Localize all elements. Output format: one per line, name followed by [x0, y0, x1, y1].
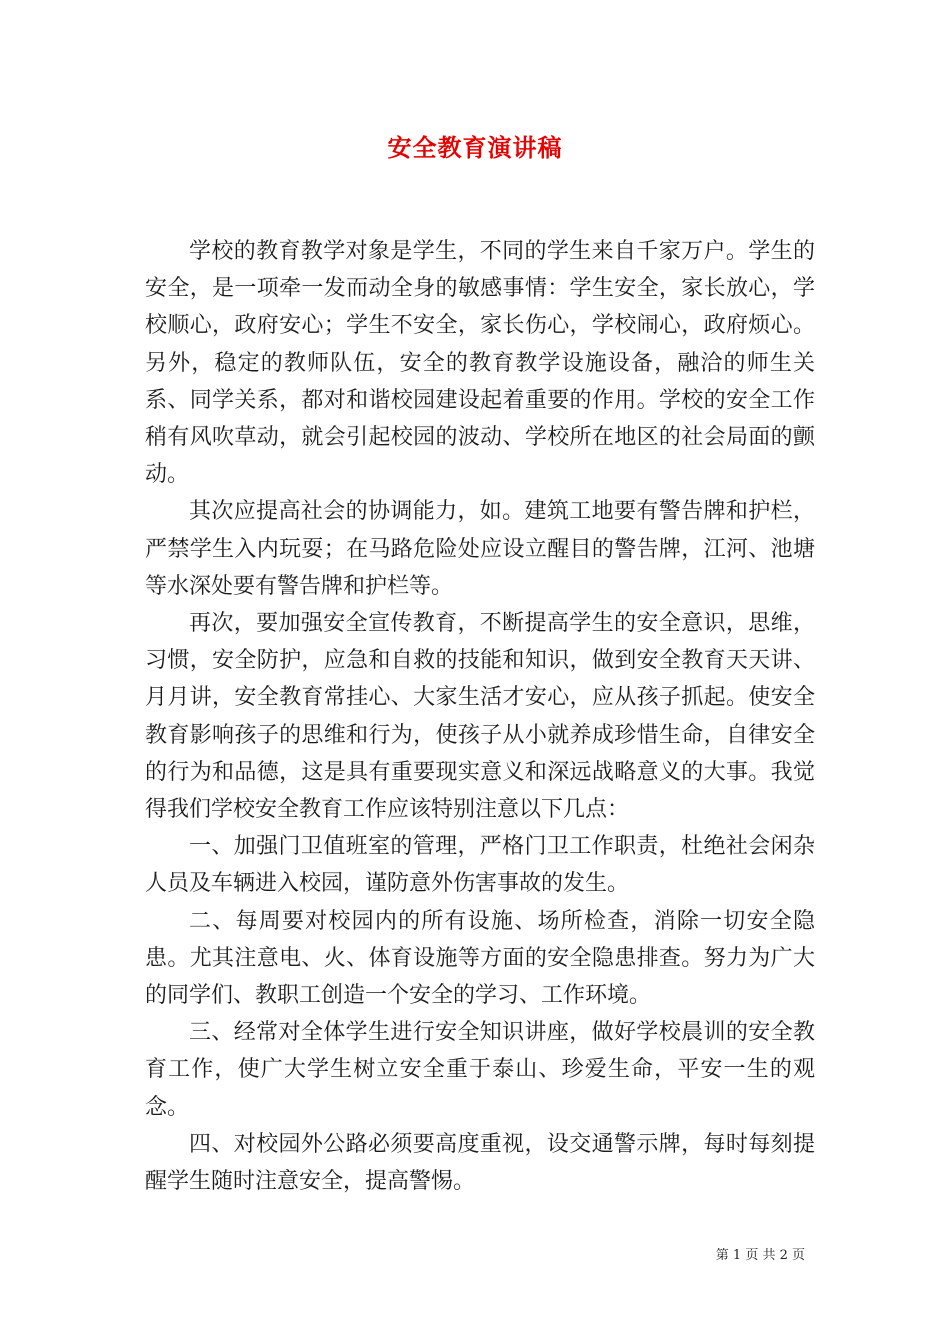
paragraph-point-3: 三、经常对全体学生进行安全知识讲座，做好学校晨训的安全教育工作，使广大学生树立安全重于泰山、珍爱生命，平安一生的观念。 [145, 1020, 815, 1120]
page-number: 第 1 页 共 2 页 [715, 1248, 805, 1263]
paragraph-point-4: 四、对校园外公路必须要高度重视，设交通警示牌，每时每刻提醒学生随时注意安全，提高警惕。 [145, 1131, 815, 1195]
document-body [145, 233, 815, 1200]
document-title: 安全教育演讲稿 [387, 133, 563, 162]
paragraph-point-1: 一、加强门卫值班室的管理，严格门卫工作职责，杜绝社会闲杂人员及车辆进入校园，谨防意外伤害事故的发生。 [145, 834, 815, 897]
paragraph-intro: 学校的教育教学对象是学生，不同的学生来自千家万户。学生的安全，是一项牵一发而动全身的敏感事情：学生安全，家长放心，学校顺心，政府安心；学生不安全，家长伤心，学校闹心，政府烦心。另外，稳定的教师队伍，安全的教育教学设施设备，融洽的师生关系、同学关系，都对和谐校园建设起着重要的作用。学校的安全工作稍有风吹草动，就会引起校园的波动、学校所在地区的社会局面的颤动。 [145, 239, 815, 488]
paragraph-education: 再次，要加强安全宣传教育，不断提高学生的安全意识，思维，习惯，安全防护，应急和自救的技能和知识，做到安全教育天天讲、月月讲，安全教育常挂心、大家生活才安心，应从孩子抓起。使安全教育影响孩子的思维和行为，使孩子从小就养成珍惜生命，自律安全的行为和品德，这是具有重要现实意义和深远战略意义的大事。我觉得我们学校安全教育工作应该特别注意以下几点： [145, 611, 815, 823]
paragraph-coordination: 其次应提高社会的协调能力，如。建筑工地要有警告牌和护栏，严禁学生入内玩耍；在马路危险处应设立醒目的警告牌，江河、池塘等水深处要有警告牌和护栏等。 [145, 499, 815, 599]
paragraph-point-2: 二、每周要对校园内的所有设施、场所检查，消除一切安全隐患。尤其注意电、火、体育设施等方面的安全隐患排查。努力为广大的同学们、教职工创造一个安全的学习、工作环境。 [145, 908, 815, 1009]
